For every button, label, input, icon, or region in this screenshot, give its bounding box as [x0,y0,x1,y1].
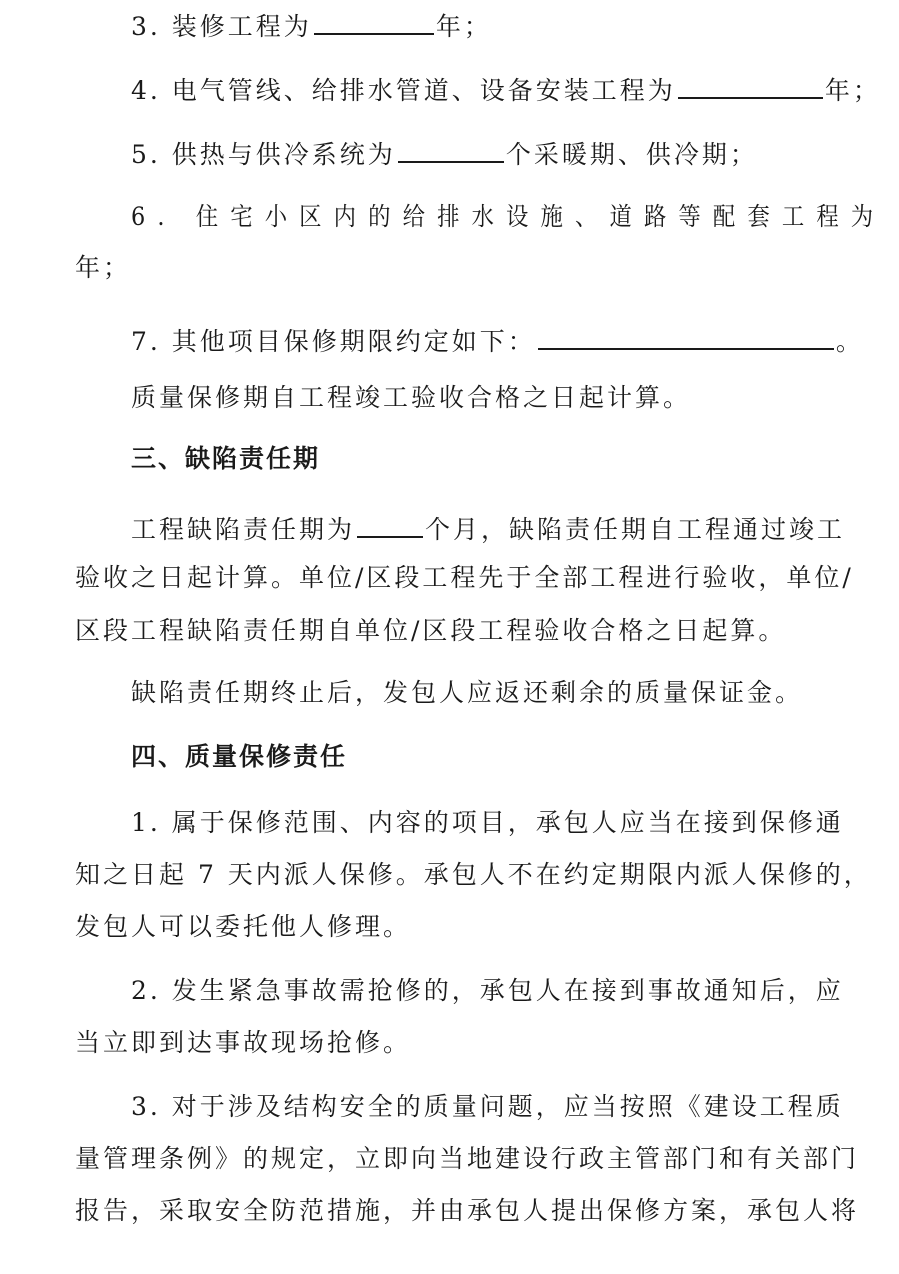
responsibility-2-line-1: 2. 发生紧急事故需抢修的，承包人在接到事故通知后，应 [131,976,844,1005]
responsibility-3-line-2: 量管理条例》的规定，立即向当地建设行政主管部门和有关部门 [75,1144,860,1173]
responsibility-1-line-2: 知之日起 7 天内派人保修。承包人不在约定期限内派人保修的， [75,860,872,889]
item-5-suffix: 个采暖期、供冷期； [505,140,758,169]
item-3-suffix: 年； [435,12,492,41]
section-4-heading: 四、质量保修责任 [131,742,348,771]
responsibility-3-line-3: 报告，采取安全防范措施，并由承包人提出保修方案，承包人将 [75,1196,860,1225]
item-3-blank[interactable] [314,7,434,35]
responsibility-3-line-1: 3. 对于涉及结构安全的质量问题，应当按照《建设工程质 [131,1092,844,1121]
item-4-text: 4. 电气管线、给排水管道、设备安装工程为 [131,76,676,105]
defect-period-line-3: 区段工程缺陷责任期自单位/区段工程验收合格之日起算。 [75,616,787,645]
item-3-text: 3. 装修工程为 [131,12,312,41]
defect-period-line-1 [131,510,845,544]
item-7-suffix: 。 [835,327,864,356]
defect-period-line-2: 验收之日起计算。单位/区段工程先于全部工程进行验收，单位/ [75,563,854,592]
item-5-blank[interactable] [398,135,504,163]
item-5 [131,135,758,169]
item-4-blank[interactable] [678,71,823,99]
item-7-text: 7. 其他项目保修期限约定如下： [131,327,536,356]
item-4-suffix: 年； [824,76,881,105]
item-7 [131,322,864,356]
item-5-text: 5. 供热与供冷系统为 [131,140,396,169]
defect-period-blank[interactable] [357,510,423,538]
item-3 [131,7,492,41]
item-7-blank[interactable] [538,322,834,350]
responsibility-1-line-1: 1. 属于保修范围、内容的项目，承包人应当在接到保修通 [131,808,844,837]
warranty-start-text: 质量保修期自工程竣工验收合格之日起计算。 [131,383,692,412]
section-3-heading: 三、缺陷责任期 [131,444,321,473]
responsibility-2-line-2: 当立即到达事故现场抢修。 [75,1028,412,1057]
item-4 [131,71,881,105]
defect-period-end-text: 缺陷责任期终止后，发包人应返还剩余的质量保证金。 [131,678,804,707]
defect-period-text: 工程缺陷责任期为 [131,515,356,544]
responsibility-1-line-3: 发包人可以委托他人修理。 [75,912,412,941]
item-6-line-2: 年； [75,253,132,282]
defect-period-suffix: 个月，缺陷责任期自工程通过竣工 [425,515,846,544]
item-6-line-1: 6. 住宅小区内的给排水设施、道路等配套工程为 [131,202,886,231]
